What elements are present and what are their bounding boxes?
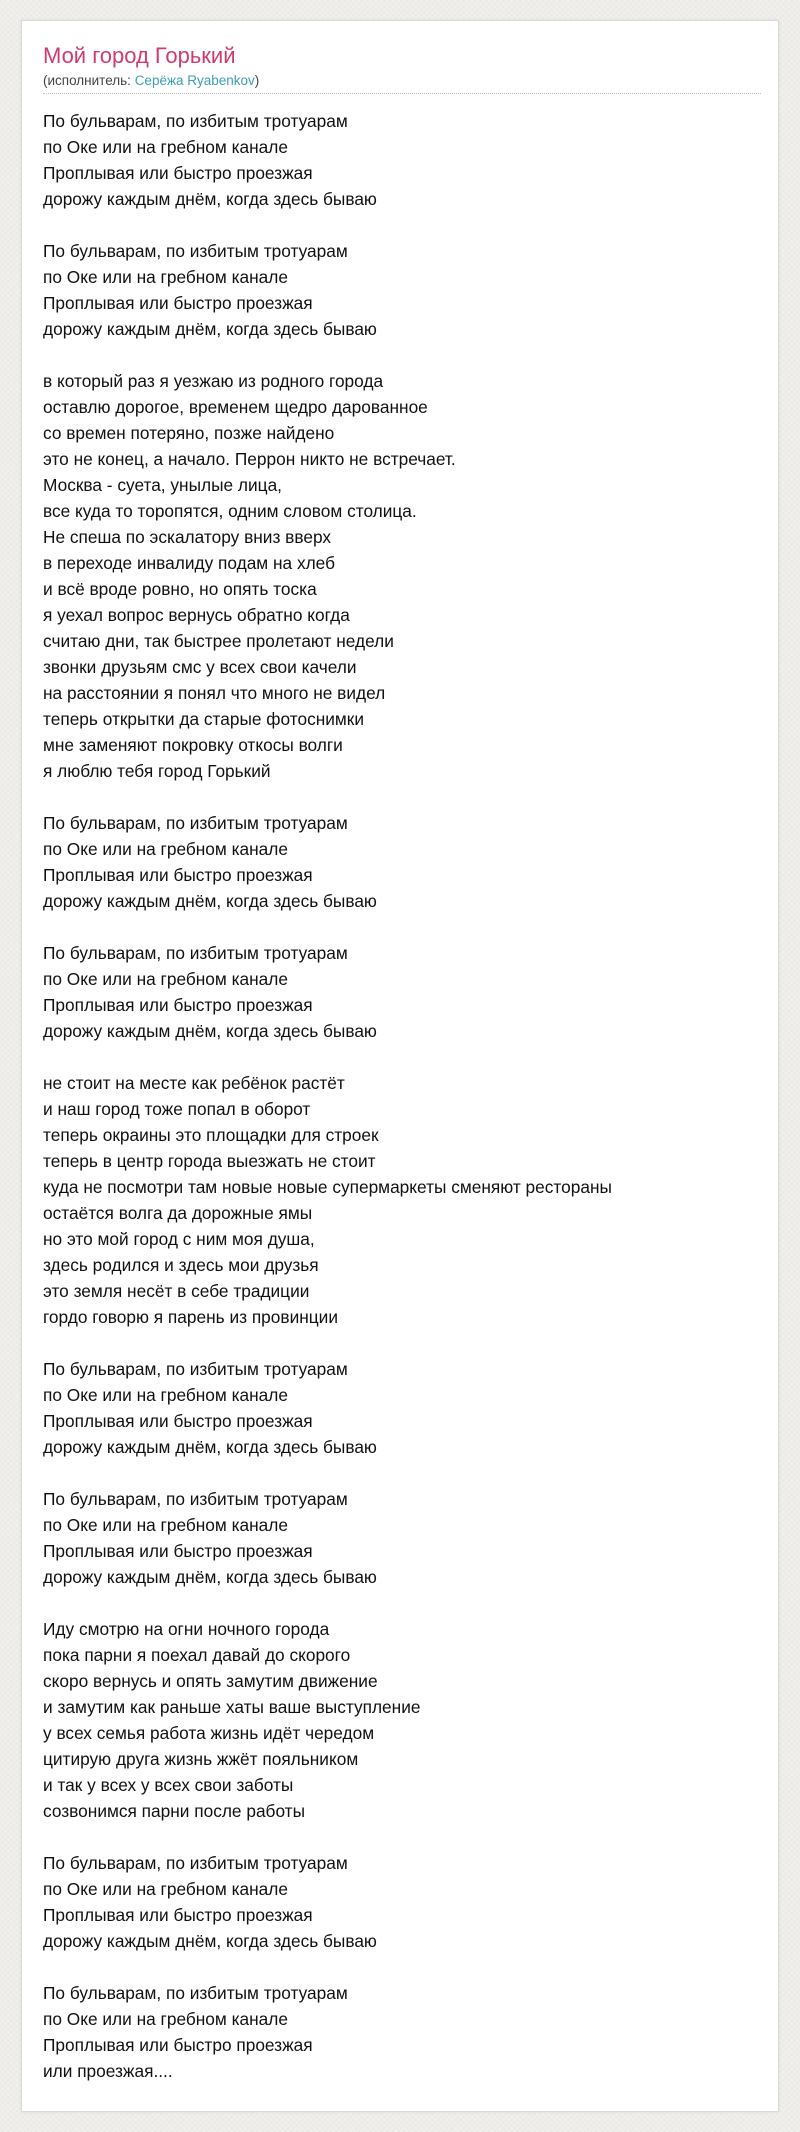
lyrics-stanza [43, 1850, 763, 1954]
lyrics-line: Проплывая или быстро проезжая [43, 865, 313, 885]
lyrics-line: я люблю тебя город Горький [43, 761, 271, 781]
lyrics-line: Не спеша по эскалатору вниз вверх [43, 527, 332, 547]
song-title: Мой город Горький [43, 43, 236, 68]
lyrics-stanza [43, 810, 763, 914]
lyrics-line: По бульварам, по избитым тротуарам [43, 943, 348, 963]
lyrics-stanza [43, 1980, 763, 2084]
lyrics-line: Проплывая или быстро проезжая [43, 995, 313, 1015]
lyrics-line: По бульварам, по избитым тротуарам [43, 813, 348, 833]
lyrics-line: дорожу каждым днём, когда здесь бываю [43, 189, 377, 209]
lyrics-line: Проплывая или быстро проезжая [43, 293, 313, 313]
lyrics-line: по Оке или на гребном канале [43, 2009, 288, 2029]
lyrics-line: или проезжая.... [43, 2061, 173, 2081]
lyrics-line: это земля несёт в себе традиции [43, 1281, 310, 1301]
lyrics-line: по Оке или на гребном канале [43, 969, 288, 989]
lyrics-line: и всё вроде ровно, но опять тоска [43, 579, 317, 599]
lyrics-line: дорожу каждым днём, когда здесь бываю [43, 1567, 377, 1587]
lyrics-line: дорожу каждым днём, когда здесь бываю [43, 319, 377, 339]
lyrics-line: и наш город тоже попал в оборот [43, 1099, 311, 1119]
lyrics-line: по Оке или на гребном канале [43, 1879, 288, 1899]
lyrics-line: по Оке или на гребном канале [43, 839, 288, 859]
lyrics-stanza [43, 238, 763, 342]
artist-line [43, 73, 259, 89]
lyrics-line: По бульварам, по избитым тротуарам [43, 1853, 348, 1873]
lyrics-line: по Оке или на гребном канале [43, 1385, 288, 1405]
lyrics-body [43, 108, 763, 2110]
lyrics-line: По бульварам, по избитым тротуарам [43, 241, 348, 261]
lyrics-line: дорожу каждым днём, когда здесь бываю [43, 891, 377, 911]
lyrics-line: Москва - суета, унылые лица, [43, 475, 282, 495]
lyrics-line: в который раз я уезжаю из родного города [43, 371, 384, 391]
lyrics-line: Иду смотрю на огни ночного города [43, 1619, 330, 1639]
lyrics-stanza [43, 1356, 763, 1460]
lyrics-line: но это мой город с ним моя душа, [43, 1229, 315, 1249]
lyrics-stanza [43, 1486, 763, 1590]
lyrics-line: По бульварам, по избитым тротуарам [43, 1983, 348, 2003]
lyrics-line: у всех семья работа жизнь идёт чередом [43, 1723, 375, 1743]
lyrics-line: это не конец, а начало. Перрон никто не встречает. [43, 449, 456, 469]
lyrics-line: оставлю дорогое, временем щедро дарованное [43, 397, 428, 417]
lyrics-line: мне заменяют покровку откосы волги [43, 735, 343, 755]
lyrics-line: дорожу каждым днём, когда здесь бываю [43, 1437, 377, 1457]
lyrics-line: пока парни я поехал давай до скорого [43, 1645, 351, 1665]
lyrics-line: Проплывая или быстро проезжая [43, 1905, 313, 1925]
lyrics-stanza [43, 1070, 763, 1330]
lyrics-stanza [43, 368, 763, 784]
lyrics-line: По бульварам, по избитым тротуарам [43, 1489, 348, 1509]
lyrics-line: гордо говорю я парень из провинции [43, 1307, 338, 1327]
lyrics-line: созвонимся парни после работы [43, 1801, 306, 1821]
lyrics-line: цитирую друга жизнь жжёт пояльником [43, 1749, 359, 1769]
lyrics-line: По бульварам, по избитым тротуарам [43, 1359, 348, 1379]
lyrics-line: на расстоянии я понял что много не видел [43, 683, 386, 703]
lyrics-stanza [43, 108, 763, 212]
lyrics-line: не стоит на месте как ребёнок растёт [43, 1073, 345, 1093]
lyrics-line: По бульварам, по избитым тротуарам [43, 111, 348, 131]
artist-suffix: ) [254, 73, 260, 88]
lyrics-line: Проплывая или быстро проезжая [43, 2035, 313, 2055]
lyrics-line: скоро вернусь и опять замутим движение [43, 1671, 378, 1691]
lyrics-line: в переходе инвалиду подам на хлеб [43, 553, 335, 573]
lyrics-line: Проплывая или быстро проезжая [43, 1541, 313, 1561]
lyrics-card [21, 20, 779, 2112]
artist-prefix: (исполнитель: [43, 73, 135, 88]
lyrics-stanza [43, 940, 763, 1044]
lyrics-line: считаю дни, так быстрее пролетают недели [43, 631, 394, 651]
lyrics-line: по Оке или на гребном канале [43, 1515, 288, 1535]
title-divider [43, 93, 761, 94]
lyrics-line: я уехал вопрос вернусь обратно когда [43, 605, 350, 625]
lyrics-line: Проплывая или быстро проезжая [43, 163, 313, 183]
lyrics-line: и так у всех у всех свои заботы [43, 1775, 294, 1795]
lyrics-line: куда не посмотри там новые новые супермаркеты сменяют рестораны [43, 1177, 612, 1197]
lyrics-line: звонки друзьям смс у всех свои качели [43, 657, 357, 677]
lyrics-line: дорожу каждым днём, когда здесь бываю [43, 1021, 377, 1041]
lyrics-line: со времен потеряно, позже найдено [43, 423, 335, 443]
artist-link[interactable]: Серёжа Ryabenkov [134, 73, 255, 88]
lyrics-line: теперь в центр города выезжать не стоит [43, 1151, 376, 1171]
lyrics-line: здесь родился и здесь мои друзья [43, 1255, 319, 1275]
lyrics-line: теперь окраины это площадки для строек [43, 1125, 379, 1145]
lyrics-stanza [43, 1616, 763, 1824]
lyrics-line: Проплывая или быстро проезжая [43, 1411, 313, 1431]
lyrics-line: все куда то торопятся, одним словом столица. [43, 501, 417, 521]
lyrics-line: дорожу каждым днём, когда здесь бываю [43, 1931, 377, 1951]
lyrics-line: и замутим как раньше хаты ваше выступление [43, 1697, 421, 1717]
lyrics-line: по Оке или на гребном канале [43, 137, 288, 157]
lyrics-line: остаётся волга да дорожные ямы [43, 1203, 313, 1223]
lyrics-line: по Оке или на гребном канале [43, 267, 288, 287]
lyrics-line: теперь открытки да старые фотоснимки [43, 709, 365, 729]
